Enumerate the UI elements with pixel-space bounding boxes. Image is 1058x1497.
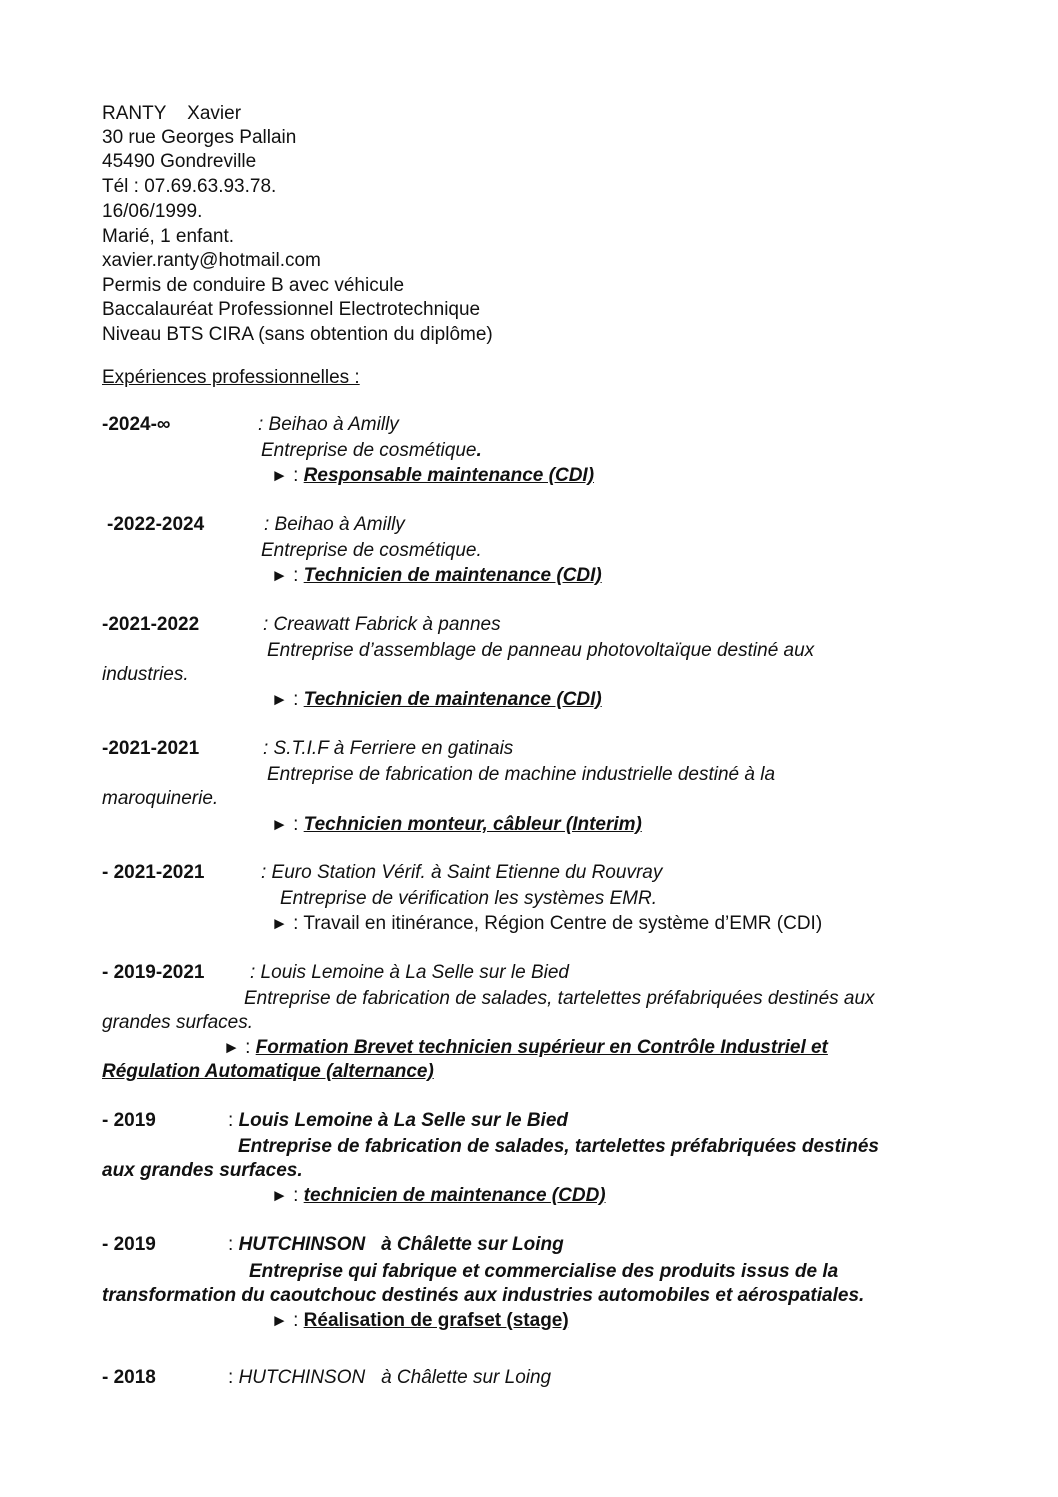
exp-description-cont: industries.: [102, 664, 189, 685]
exp-employer: : Beihao à Amilly: [264, 514, 405, 535]
exp-description-cont: aux grandes surfaces.: [102, 1160, 303, 1181]
exp-role: ► : Travail en itinérance, Région Centre de système d’EMR (CDI): [271, 913, 823, 934]
arrow-icon: ►: [271, 1186, 288, 1205]
exp-employer: : Euro Station Vérif. à Saint Etienne du Rouvray: [261, 862, 663, 883]
exp-role: ► : technicien de maintenance (CDD): [271, 1185, 606, 1206]
arrow-icon: ►: [271, 815, 288, 834]
exp-description-cont: transformation du caoutchouc destinés aux industries automobiles et aérospatiales.: [102, 1285, 865, 1306]
exp-role: ► : Responsable maintenance (CDI): [271, 465, 595, 486]
exp-role-cont: Régulation Automatique (alternance): [102, 1061, 434, 1082]
exp-employer: : S.T.I.F à Ferriere en gatinais: [263, 738, 514, 759]
exp-description: Entreprise de cosmétique.: [261, 540, 482, 561]
exp-date: -2021-2022: [102, 614, 200, 635]
candidate-name: RANTY Xavier: [102, 103, 242, 124]
exp-role: ► : Technicien de maintenance (CDI): [271, 689, 602, 710]
exp-employer: : Louis Lemoine à La Selle sur le Bied: [250, 962, 569, 983]
exp-description-cont: grandes surfaces.: [102, 1012, 254, 1033]
exp-description: Entreprise de cosmétique.: [261, 440, 482, 461]
exp-date: - 2019: [102, 1110, 156, 1131]
exp-description: Entreprise de fabrication de salades, tartelettes préfabriquées destinés: [238, 1136, 879, 1157]
diploma-bts: Niveau BTS CIRA (sans obtention du diplôme): [102, 324, 493, 345]
exp-employer: : Louis Lemoine à La Selle sur le Bied: [228, 1110, 568, 1131]
arrow-icon: ►: [223, 1038, 240, 1057]
exp-description: Entreprise qui fabrique et commercialise des produits issus de la: [249, 1261, 839, 1282]
exp-employer: : HUTCHINSON à Châlette sur Loing: [228, 1367, 552, 1388]
exp-description: Entreprise de fabrication de salades, tartelettes préfabriquées destinés aux: [244, 988, 875, 1009]
exp-role: ► : Technicien monteur, câbleur (Interim): [271, 814, 642, 835]
exp-employer: : HUTCHINSON à Châlette sur Loing: [228, 1234, 564, 1255]
exp-date: -2024-∞: [102, 414, 171, 435]
address-street: 30 rue Georges Pallain: [102, 127, 297, 148]
family-status: Marié, 1 enfant.: [102, 226, 235, 247]
arrow-icon: ►: [271, 914, 288, 933]
arrow-icon: ►: [271, 690, 288, 709]
arrow-icon: ►: [271, 566, 288, 585]
address-city: 45490 Gondreville: [102, 151, 257, 172]
exp-role: ► : Technicien de maintenance (CDI): [271, 565, 602, 586]
exp-description-cont: maroquinerie.: [102, 788, 219, 809]
exp-description: Entreprise de fabrication de machine industrielle destiné à la: [267, 764, 776, 785]
exp-date: -2022-2024: [107, 514, 205, 535]
exp-role: ► : Formation Brevet technicien supérieur en Contrôle Industriel et: [223, 1037, 828, 1058]
exp-employer: : Creawatt Fabrick à pannes: [263, 614, 501, 635]
exp-description: Entreprise d’assemblage de panneau photovoltaïque destiné aux: [267, 640, 815, 661]
exp-role: ► : Réalisation de grafset (stage): [271, 1310, 569, 1331]
section-title: Expériences professionnelles :: [102, 367, 360, 388]
phone: Tél : 07.69.63.93.78.: [102, 176, 277, 197]
exp-date: - 2019: [102, 1234, 156, 1255]
exp-date: - 2019-2021: [102, 962, 205, 983]
birthdate: 16/06/1999.: [102, 201, 203, 222]
exp-date: - 2021-2021: [102, 862, 205, 883]
exp-date: - 2018: [102, 1367, 156, 1388]
exp-date: -2021-2021: [102, 738, 200, 759]
driving-license: Permis de conduire B avec véhicule: [102, 275, 405, 296]
arrow-icon: ►: [271, 466, 288, 485]
exp-description: Entreprise de vérification les systèmes EMR.: [280, 888, 657, 909]
exp-employer: : Beihao à Amilly: [258, 414, 399, 435]
diploma-bac: Baccalauréat Professionnel Electrotechnique: [102, 299, 481, 320]
arrow-icon: ►: [271, 1311, 288, 1330]
email: xavier.ranty@hotmail.com: [102, 250, 321, 271]
